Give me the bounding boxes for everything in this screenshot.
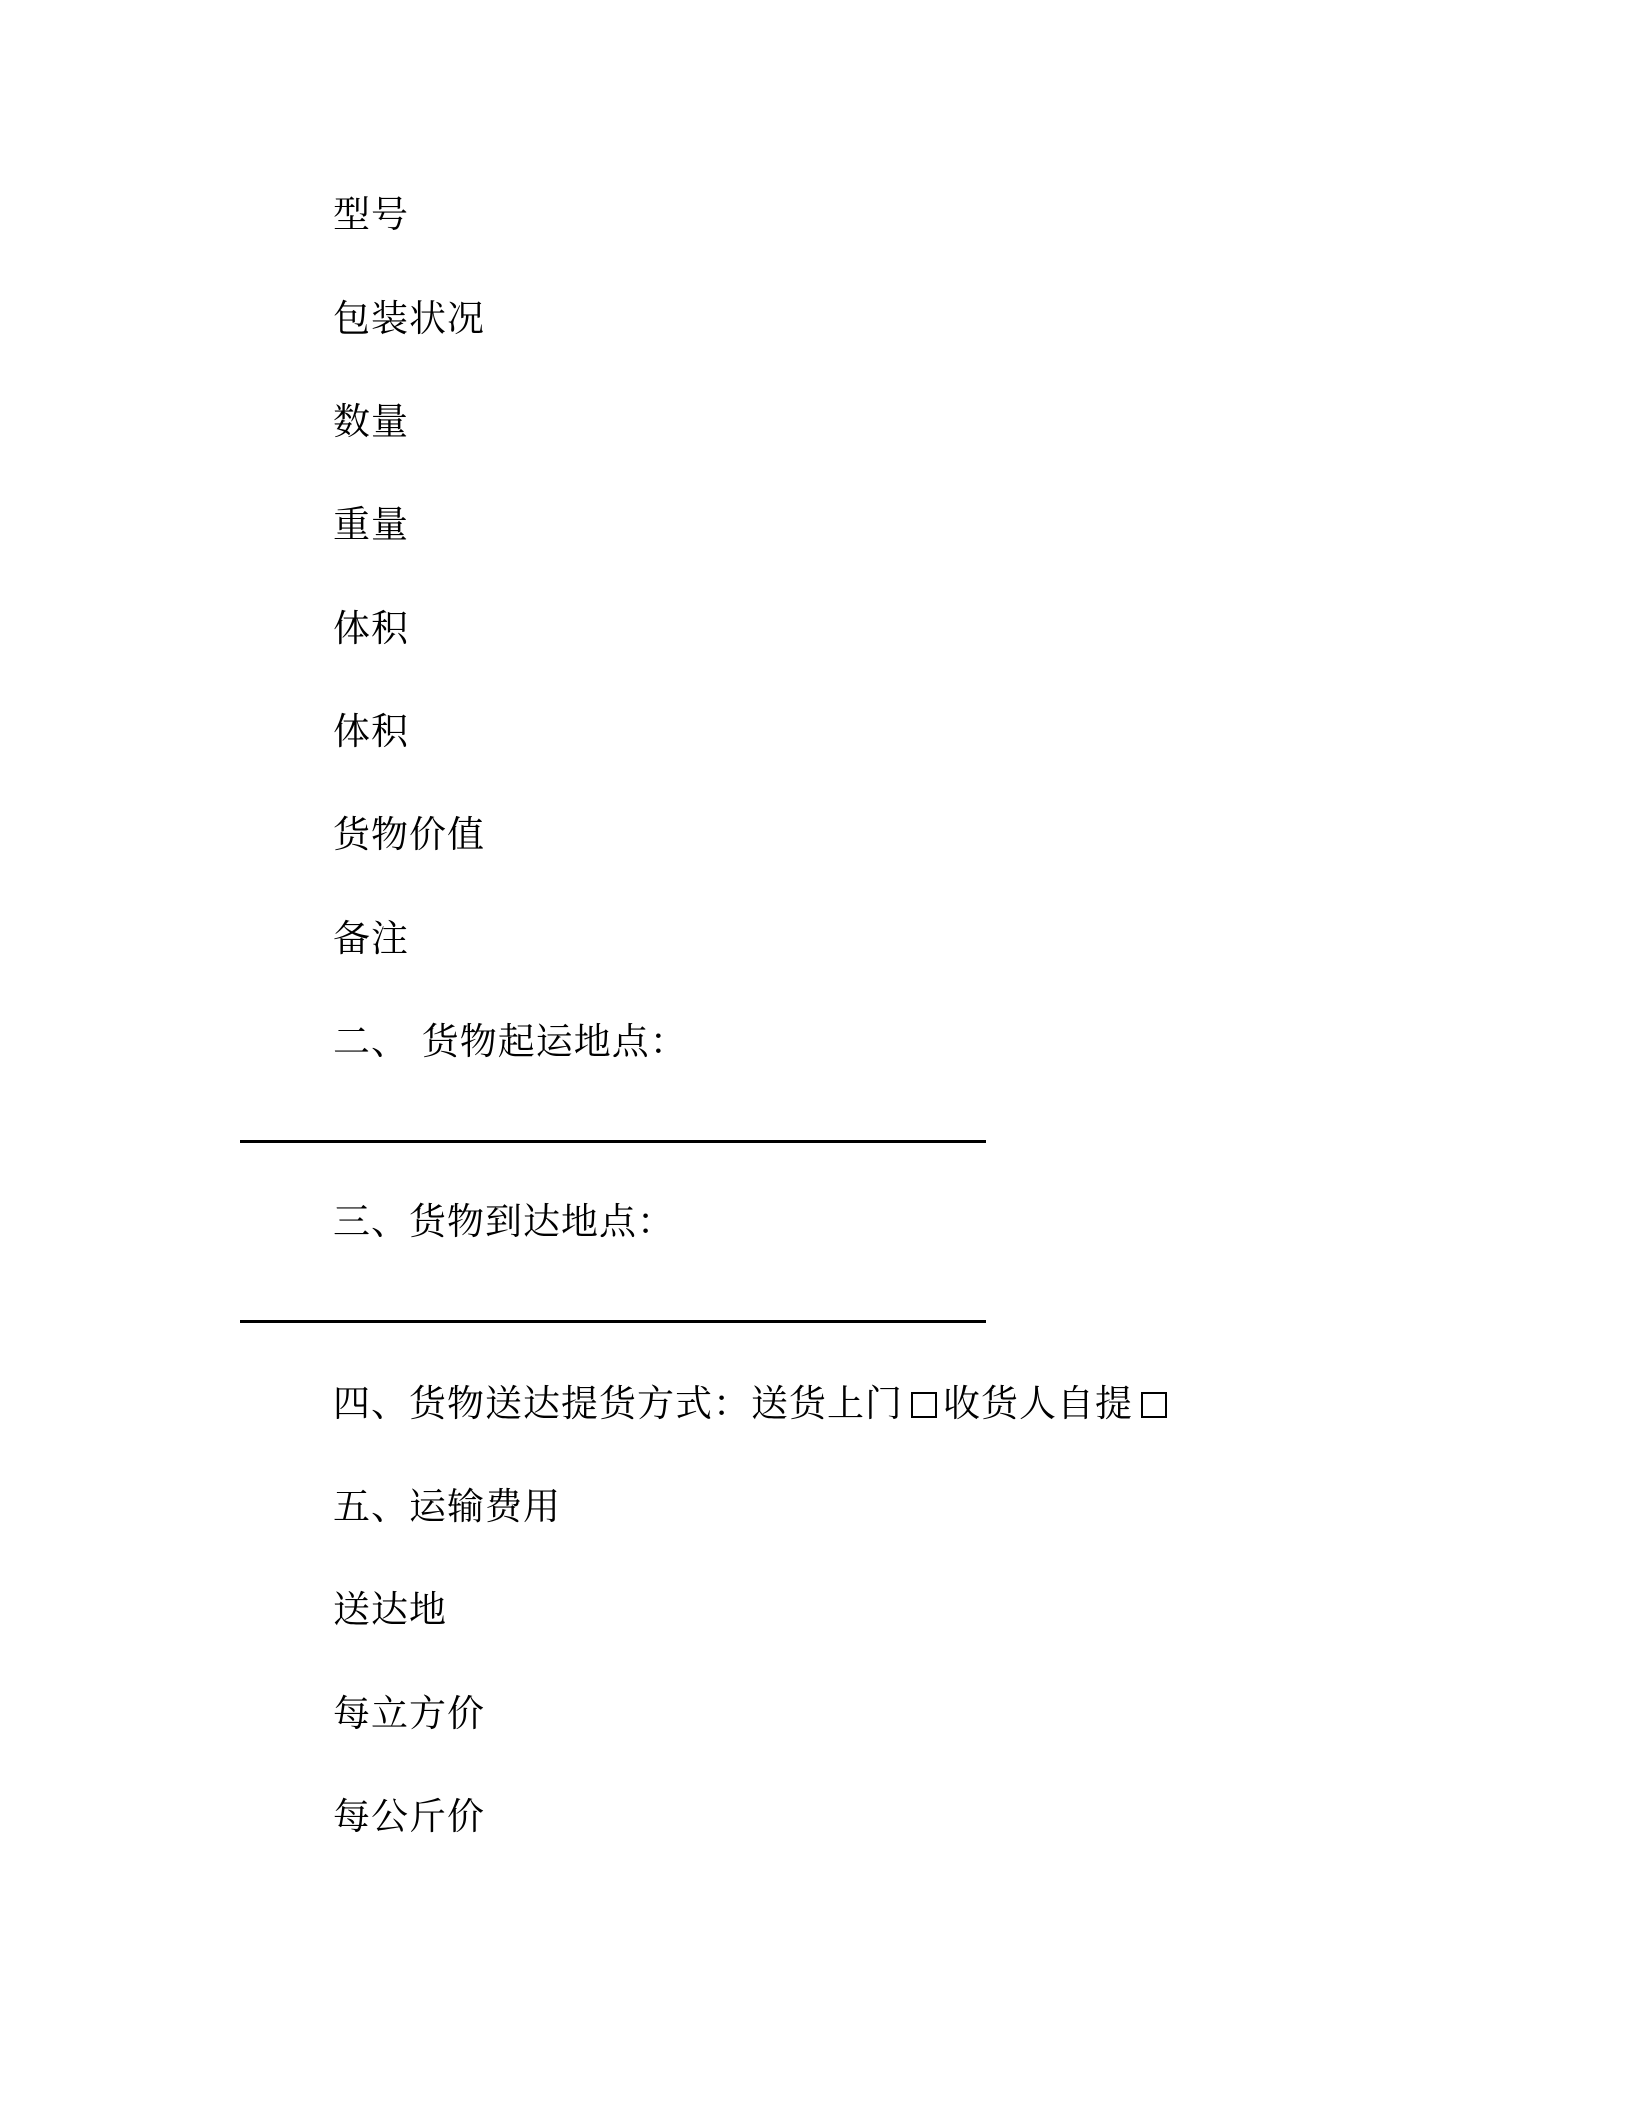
field-price-per-cubic-meter: 每立方价 — [333, 1692, 485, 1735]
door-delivery-checkbox[interactable] — [911, 1392, 937, 1418]
section-destination-heading: 三、货物到达地点： — [333, 1200, 675, 1243]
field-volume: 体积 — [333, 607, 409, 650]
destination-blank-line[interactable] — [240, 1320, 986, 1323]
field-model: 型号 — [333, 193, 409, 236]
option-door-delivery-label: 送货上门 — [751, 1382, 903, 1425]
field-price-per-kg: 每公斤价 — [333, 1795, 485, 1838]
delivery-method-label: 四、货物送达提货方式： — [333, 1382, 751, 1425]
section-origin-heading: 二、 货物起运地点： — [333, 1020, 688, 1063]
section-delivery-method — [333, 1382, 1173, 1426]
origin-blank-line[interactable] — [240, 1140, 986, 1143]
option-self-pickup-label: 收货人自提 — [943, 1382, 1133, 1425]
field-weight: 重量 — [333, 503, 409, 546]
field-volume-2: 体积 — [333, 710, 409, 753]
field-remarks: 备注 — [333, 917, 409, 960]
section-freight-heading: 五、运输费用 — [333, 1485, 561, 1528]
self-pickup-checkbox[interactable] — [1141, 1392, 1167, 1418]
field-packaging: 包装状况 — [333, 297, 485, 340]
field-destination: 送达地 — [333, 1588, 447, 1631]
field-quantity: 数量 — [333, 400, 409, 443]
field-cargo-value: 货物价值 — [333, 813, 485, 856]
